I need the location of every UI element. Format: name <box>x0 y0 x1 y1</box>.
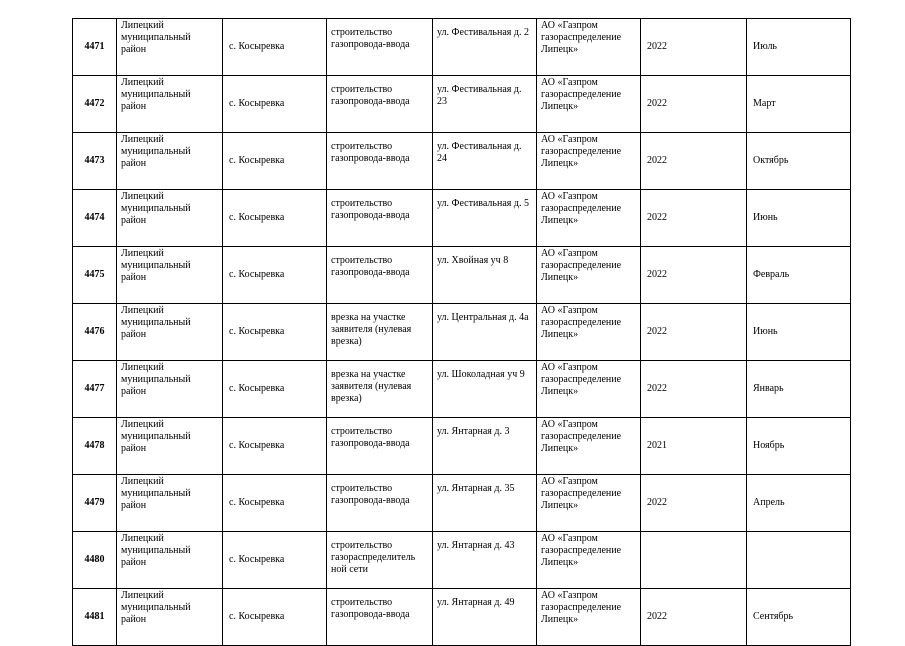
row-number: 4478 <box>73 418 117 475</box>
address-cell: ул. Фестивальная д. 23 <box>433 76 537 133</box>
table-row <box>73 475 851 532</box>
district-cell: Липецкий муниципальный район <box>117 133 223 190</box>
address-cell: ул. Янтарная д. 49 <box>433 589 537 646</box>
table-row <box>73 76 851 133</box>
table-body <box>73 19 851 646</box>
district-cell: Липецкий муниципальный район <box>117 247 223 304</box>
address-cell: ул. Фестивальная д. 24 <box>433 133 537 190</box>
month-cell: Январь <box>747 361 851 418</box>
work-type-cell: строительство газопровода-ввода <box>327 475 433 532</box>
table-row <box>73 532 851 589</box>
gasification-table <box>72 18 851 646</box>
year-cell: 2021 <box>641 418 747 475</box>
table-row <box>73 247 851 304</box>
year-cell: 2022 <box>641 475 747 532</box>
work-type-cell: строительство газопровода-ввода <box>327 418 433 475</box>
work-type-cell: строительство газопровода-ввода <box>327 76 433 133</box>
village-cell: с. Косыревка <box>223 247 327 304</box>
village-cell: с. Косыревка <box>223 76 327 133</box>
year-cell: 2022 <box>641 247 747 304</box>
row-number: 4476 <box>73 304 117 361</box>
district-cell: Липецкий муниципальный район <box>117 76 223 133</box>
table-row <box>73 304 851 361</box>
village-cell: с. Косыревка <box>223 190 327 247</box>
row-number: 4477 <box>73 361 117 418</box>
row-number: 4474 <box>73 190 117 247</box>
organization-cell: АО «Газпром газораспределение Липецк» <box>537 247 641 304</box>
month-cell: Июнь <box>747 190 851 247</box>
table-row <box>73 190 851 247</box>
table-row <box>73 19 851 76</box>
work-type-cell: строительство газопровода-ввода <box>327 133 433 190</box>
work-type-cell: строительство газопровода-ввода <box>327 19 433 76</box>
address-cell: ул. Фестивальная д. 5 <box>433 190 537 247</box>
district-cell: Липецкий муниципальный район <box>117 361 223 418</box>
year-cell <box>641 532 747 589</box>
work-type-cell: строительство газопровода-ввода <box>327 589 433 646</box>
month-cell: Сентябрь <box>747 589 851 646</box>
month-cell: Октябрь <box>747 133 851 190</box>
month-cell: Июнь <box>747 304 851 361</box>
village-cell: с. Косыревка <box>223 475 327 532</box>
month-cell: Март <box>747 76 851 133</box>
district-cell: Липецкий муниципальный район <box>117 304 223 361</box>
village-cell: с. Косыревка <box>223 361 327 418</box>
organization-cell: АО «Газпром газораспределение Липецк» <box>537 532 641 589</box>
organization-cell: АО «Газпром газораспределение Липецк» <box>537 589 641 646</box>
row-number: 4471 <box>73 19 117 76</box>
row-number: 4473 <box>73 133 117 190</box>
year-cell: 2022 <box>641 589 747 646</box>
address-cell: ул. Янтарная д. 43 <box>433 532 537 589</box>
table-row <box>73 418 851 475</box>
table-row <box>73 133 851 190</box>
village-cell: с. Косыревка <box>223 133 327 190</box>
month-cell <box>747 532 851 589</box>
month-cell: Февраль <box>747 247 851 304</box>
district-cell: Липецкий муниципальный район <box>117 190 223 247</box>
address-cell: ул. Хвойная уч 8 <box>433 247 537 304</box>
row-number: 4472 <box>73 76 117 133</box>
work-type-cell: строительство газопровода-ввода <box>327 247 433 304</box>
address-cell: ул. Шоколадная уч 9 <box>433 361 537 418</box>
row-number: 4475 <box>73 247 117 304</box>
organization-cell: АО «Газпром газораспределение Липецк» <box>537 190 641 247</box>
month-cell: Июль <box>747 19 851 76</box>
village-cell: с. Косыревка <box>223 589 327 646</box>
organization-cell: АО «Газпром газораспределение Липецк» <box>537 475 641 532</box>
organization-cell: АО «Газпром газораспределение Липецк» <box>537 19 641 76</box>
village-cell: с. Косыревка <box>223 19 327 76</box>
address-cell: ул. Янтарная д. 35 <box>433 475 537 532</box>
address-cell: ул. Янтарная д. 3 <box>433 418 537 475</box>
organization-cell: АО «Газпром газораспределение Липецк» <box>537 76 641 133</box>
district-cell: Липецкий муниципальный район <box>117 589 223 646</box>
table-row <box>73 361 851 418</box>
district-cell: Липецкий муниципальный район <box>117 475 223 532</box>
district-cell: Липецкий муниципальный район <box>117 418 223 475</box>
year-cell: 2022 <box>641 304 747 361</box>
row-number: 4481 <box>73 589 117 646</box>
village-cell: с. Косыревка <box>223 418 327 475</box>
row-number: 4479 <box>73 475 117 532</box>
address-cell: ул. Фестивальная д. 2 <box>433 19 537 76</box>
work-type-cell: врезка на участке заявителя (нулевая врезка) <box>327 304 433 361</box>
year-cell: 2022 <box>641 76 747 133</box>
organization-cell: АО «Газпром газораспределение Липецк» <box>537 361 641 418</box>
month-cell: Ноябрь <box>747 418 851 475</box>
district-cell: Липецкий муниципальный район <box>117 532 223 589</box>
month-cell: Апрель <box>747 475 851 532</box>
organization-cell: АО «Газпром газораспределение Липецк» <box>537 133 641 190</box>
year-cell: 2022 <box>641 361 747 418</box>
work-type-cell: строительство газораспределитель ной сети <box>327 532 433 589</box>
organization-cell: АО «Газпром газораспределение Липецк» <box>537 304 641 361</box>
village-cell: с. Косыревка <box>223 532 327 589</box>
year-cell: 2022 <box>641 133 747 190</box>
year-cell: 2022 <box>641 190 747 247</box>
district-cell: Липецкий муниципальный район <box>117 19 223 76</box>
village-cell: с. Косыревка <box>223 304 327 361</box>
work-type-cell: строительство газопровода-ввода <box>327 190 433 247</box>
table-row <box>73 589 851 646</box>
year-cell: 2022 <box>641 19 747 76</box>
organization-cell: АО «Газпром газораспределение Липецк» <box>537 418 641 475</box>
row-number: 4480 <box>73 532 117 589</box>
address-cell: ул. Центральная д. 4а <box>433 304 537 361</box>
work-type-cell: врезка на участке заявителя (нулевая врезка) <box>327 361 433 418</box>
